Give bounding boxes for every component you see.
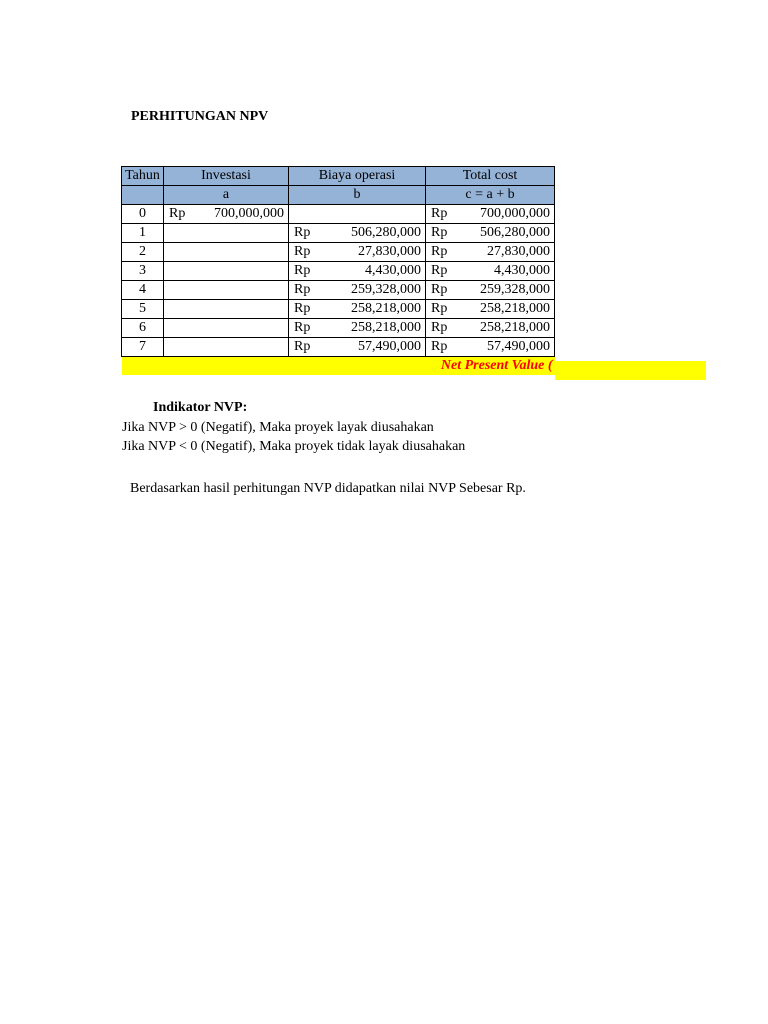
cell-investasi xyxy=(164,205,289,224)
cell-investasi xyxy=(164,224,289,243)
npv-total-row xyxy=(122,357,555,376)
cell-tahun: 6 xyxy=(122,319,164,338)
table-header-row xyxy=(122,167,555,186)
cell-investasi xyxy=(164,281,289,300)
cell-investasi xyxy=(164,319,289,338)
amount-value: 506,280,000 xyxy=(351,225,421,240)
header-biaya-operasi: Biaya operasi xyxy=(289,167,426,186)
cell-investasi xyxy=(164,243,289,262)
currency-label: Rp xyxy=(294,301,311,316)
npv-cell xyxy=(122,357,555,376)
npv-table xyxy=(121,166,555,375)
amount-value: 259,328,000 xyxy=(480,282,550,297)
cell-total xyxy=(426,224,555,243)
currency-label: Rp xyxy=(294,244,311,259)
cell-total xyxy=(426,338,555,357)
cell-total xyxy=(426,205,555,224)
amount-value: 700,000,000 xyxy=(214,206,284,221)
cell-tahun: 3 xyxy=(122,262,164,281)
amount-value: 57,490,000 xyxy=(487,339,550,354)
amount-value: 258,218,000 xyxy=(480,301,550,316)
header-investasi: Investasi xyxy=(164,167,289,186)
indicator-line-positive: Jika NVP > 0 (Negatif), Maka proyek layak diusahakan xyxy=(122,420,434,435)
subheader-b: b xyxy=(289,186,426,205)
table-subheader-row xyxy=(122,186,555,205)
currency-label: Rp xyxy=(431,206,448,221)
cell-total xyxy=(426,243,555,262)
amount-value: 4,430,000 xyxy=(494,263,550,278)
currency-label: Rp xyxy=(431,263,448,278)
currency-label: Rp xyxy=(294,225,311,240)
cell-biaya xyxy=(289,262,426,281)
table-row xyxy=(122,281,555,300)
header-tahun: Tahun xyxy=(122,167,164,186)
cell-tahun: 5 xyxy=(122,300,164,319)
currency-label: Rp xyxy=(431,282,448,297)
subheader-c: c = a + b xyxy=(426,186,555,205)
amount-value: 258,218,000 xyxy=(351,320,421,335)
amount-value: 700,000,000 xyxy=(480,206,550,221)
currency-label: Rp xyxy=(169,206,186,221)
subheader-tahun xyxy=(122,186,164,205)
table-row xyxy=(122,205,555,224)
indicator-line-negative: Jika NVP < 0 (Negatif), Maka proyek tidak layak diusahakan xyxy=(122,439,466,454)
npv-row-extension xyxy=(555,361,706,380)
currency-label: Rp xyxy=(431,339,448,354)
page-title: PERHITUNGAN NPV xyxy=(131,109,269,124)
cell-tahun: 4 xyxy=(122,281,164,300)
cell-biaya xyxy=(289,281,426,300)
cell-tahun: 0 xyxy=(122,205,164,224)
amount-value: 57,490,000 xyxy=(358,339,421,354)
cell-tahun: 1 xyxy=(122,224,164,243)
cell-biaya xyxy=(289,319,426,338)
amount-value: 259,328,000 xyxy=(351,282,421,297)
cell-total xyxy=(426,281,555,300)
cell-biaya xyxy=(289,338,426,357)
amount-value: 4,430,000 xyxy=(365,263,421,278)
npv-label: Net Present Value ( xyxy=(440,358,553,373)
currency-label: Rp xyxy=(294,263,311,278)
table-row xyxy=(122,262,555,281)
currency-label: Rp xyxy=(431,225,448,240)
conclusion-text: Berdasarkan hasil perhitungan NVP didapatkan nilai NVP Sebesar Rp. xyxy=(130,481,526,496)
amount-value: 258,218,000 xyxy=(480,320,550,335)
amount-value: 27,830,000 xyxy=(358,244,421,259)
currency-label: Rp xyxy=(294,320,311,335)
table-row xyxy=(122,243,555,262)
table-row xyxy=(122,224,555,243)
cell-total xyxy=(426,262,555,281)
cell-total xyxy=(426,300,555,319)
table-row xyxy=(122,319,555,338)
currency-label: Rp xyxy=(294,282,311,297)
amount-value: 258,218,000 xyxy=(351,301,421,316)
currency-label: Rp xyxy=(431,320,448,335)
currency-label: Rp xyxy=(431,244,448,259)
table-row xyxy=(122,300,555,319)
cell-biaya xyxy=(289,243,426,262)
cell-investasi xyxy=(164,300,289,319)
cell-tahun: 7 xyxy=(122,338,164,357)
cell-tahun: 2 xyxy=(122,243,164,262)
subheader-a: a xyxy=(164,186,289,205)
cell-investasi xyxy=(164,338,289,357)
cell-biaya xyxy=(289,300,426,319)
cell-biaya xyxy=(289,224,426,243)
currency-label: Rp xyxy=(294,339,311,354)
indicator-title: Indikator NVP: xyxy=(153,400,248,415)
amount-value: 506,280,000 xyxy=(480,225,550,240)
amount-value: 27,830,000 xyxy=(487,244,550,259)
cell-investasi xyxy=(164,262,289,281)
currency-label: Rp xyxy=(431,301,448,316)
header-total-cost: Total cost xyxy=(426,167,555,186)
cell-biaya xyxy=(289,205,426,224)
cell-total xyxy=(426,319,555,338)
table-row xyxy=(122,338,555,357)
